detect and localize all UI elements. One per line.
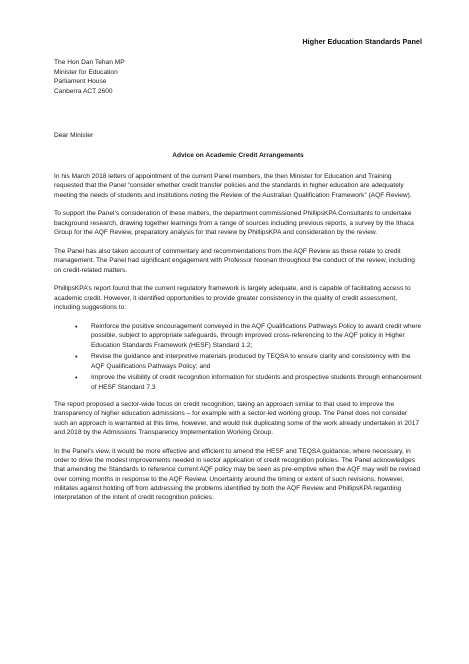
- recipient-line: The Hon Dan Tehan MP: [54, 59, 125, 66]
- suggestion-item: • Improve the visibility of credit recognition information for students and prospective students through enhancement of HESF Standard 7.3: [54, 373, 422, 392]
- salutation: Dear Minister: [54, 132, 94, 139]
- recipient-line: Minister for Education: [54, 68, 118, 76]
- body-paragraph: The report proposed a sector-wide focus on credit recognition, taking an approach similar to that used to improve the transparency of higher education admissions – for example with a sector-led working group. The Panel does not consider such an approach is warranted at this time, however, and would risk duplicating some of the work already undertaken in 2017 and 2018 by the Admissions Transparency Implementation Working Group.: [54, 401, 420, 436]
- suggestion-item: • Revise the guidance and interpretive materials produced by TEQSA to ensure clarity and consistency with the AQF Qualifications Pathways Policy; and: [54, 352, 422, 371]
- suggestion-list: [54, 322, 422, 392]
- body-paragraph: PhillipsKPA’s report found that the current regulatory framework is largely adequate, and is capable of facilitating access to academic credit. However, it identified opportunities to provide greater consistency in the quality of credit assessment, including suggestions to:: [54, 285, 411, 312]
- body-paragraph: In the Panel’s view, it would be more effective and efficient to amend the HESF and TEQSA guidance, where necessary, in order to drive the modest improvements needed in sector application of credit recognition policies. The Panel acknowledges that amending the Standards to reference current AQF policy may be seen as pre-emptive when the AQF may well be revised over coming months in response to the AQF Review. Uncertainty around the timing or extent of such revisions, however, militates against holding off from addressing the problems identified by both the AQF Review and PhillipsKPA regarding interpretation of the intent of credit recognition policies.: [54, 447, 421, 502]
- letter-title: Advice on Academic Credit Arrangements: [172, 152, 304, 159]
- recipient-line: Parliament House: [54, 78, 107, 85]
- body-paragraph: In his March 2018 letters of appointment of the current Panel members, the then Minister for Education and Training requested that the Panel “consider whether credit transfer policies and the standards in higher education are adequately meeting the needs of students and institutions noting the Review of the Australian Qualification Framework” (AQF Review).: [54, 173, 412, 199]
- recipient-line: Canberra ACT 2600: [54, 87, 113, 95]
- letterhead-org: Higher Education Standards Panel: [302, 37, 422, 46]
- suggestion-item: • Reinforce the positive encouragement conveyed in the AQF Qualifications Pathways Policy to award credit where possible, subject to appropriate safeguards, through improved cross-referencing to the AQF policy in Higher Education Standards Framework (HESF) Standard 1.2;: [54, 322, 422, 350]
- letter-body: [54, 172, 422, 512]
- body-paragraph: To support the Panel’s consideration of these matters, the department commissioned PhillipsKPA Consultants to undertake background research, drawing together learnings from a range of sources including previous reports, a survey by the Ithaca Group for the AQF Review, preparatory analysis for that review by PhillipsKPA and consideration by the review.: [54, 210, 414, 237]
- recipient-address: [54, 58, 125, 96]
- body-paragraph: The Panel has also taken account of commentary and recommendations from the AQF Review as these relate to credit management. The Panel had significant engagement with Professor Noonan throughout the conduct of the review, including on credit-related matters.: [54, 247, 415, 274]
